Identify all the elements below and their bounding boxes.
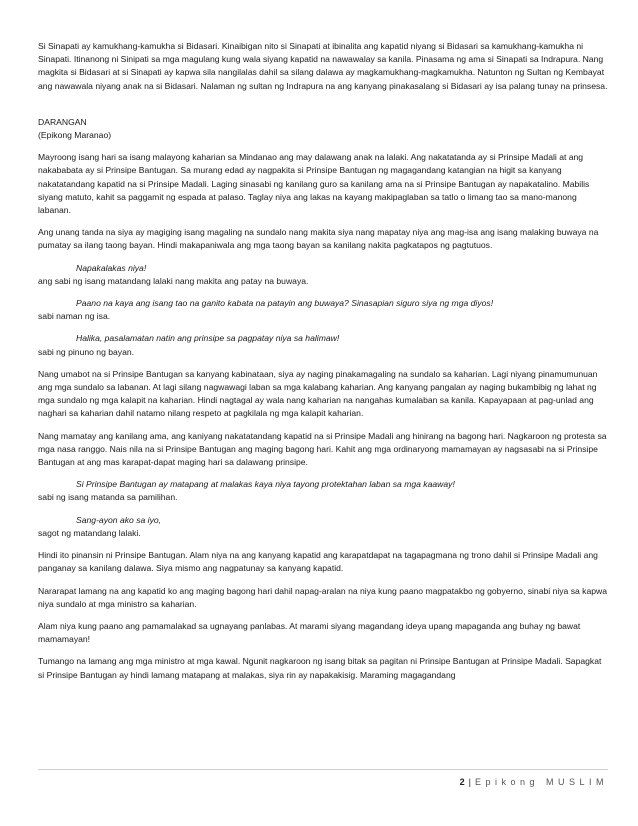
section-subtitle: (Epikong Maranao) (38, 130, 112, 141)
dialogue-attribution: sabi naman ng isa. (38, 311, 111, 322)
page-number: 2 (459, 777, 465, 787)
dialogue-quote: Si Prinsipe Bantugan ay matapang at malakas kaya niya tayong protektahan laban sa mga kaaway! (76, 479, 455, 490)
dialogue-block (38, 514, 608, 540)
page-footer (460, 776, 608, 789)
paragraph-ugnayan: Alam niya kung paano ang pamamalakad sa ugnayang panlabas. At marami siyang magandang ideya upang mapaganda ang buhay ng bawat mamamayan! (38, 620, 581, 645)
dialogue-block (38, 297, 608, 323)
section-title: DARANGAN (38, 116, 87, 127)
dialogue-attribution: ang sabi ng isang matandang lalaki nang makita ang patay na buwaya. (38, 275, 309, 286)
dialogue-block (38, 478, 608, 504)
paragraph-bitak: Tumango na lamang ang mga ministro at mga kawal. Ngunit nagkaroon ng isang bitak sa pagitan ni Prinsipe Bantugan at Prinsipe Madali. Sapagkat si Prinsipe Bantugan ay hindi lamang matapang at malakas, siya rin ay napakakisig. Maraming magagandang (38, 656, 602, 680)
paragraph-bagong-hari: Nang mamatay ang kanilang ama, ang kaniyang nakatatandang kapatid na si Prinsipe Madali ang hinirang na bagong hari. Nagkaroon ng protesta sa mga nasa ranggo. Nais nila na si Prinsipe Bantugan ang maging bagong hari. Kahit ang mga ordinaryong mamamayan ay nagsasabi na si Prinsipe Bantugan at ang mas karapat-dapat maging hari sa dalawang prinsipe. (38, 430, 607, 468)
dialogue-block (38, 332, 608, 358)
footer-title: Epikong MUSLIM (474, 777, 608, 787)
paragraph-nararapat: Nararapat lamang na ang kapatid ko ang maging bagong hari dahil napag-aralan na niya kung paano magpatakbo ng gobyerno, sinabi niya sa kapwa niya sundalo at mga ministro sa kaharian. (38, 585, 608, 609)
dialogue-block (38, 262, 608, 288)
dialogue-quote: Halika, pasalamatan natin ang prinsipe sa pagpatay niya sa halimaw! (76, 333, 340, 344)
dialogue-quote: Sang-ayon ako sa iyo, (76, 514, 162, 525)
section-heading (38, 116, 608, 142)
paragraph-bidasari-ending: Si Sinapati ay kamukhang-kamukha si Bidasari. Kinaibigan nito si Sinapati at ibinalita ang kapatid niyang si Bidasari sa kamukhang-kamukha ni Sinapati. Itinanong ni Sinipati sa mga magulang kung wala siyang kapatid na nawawalay sa kanila. Pinasama ng ama si Sinapati sa Indrapura. Nang magkita si Bidasari at si Sinapati ay kapwa sila nangilalas dahil sa silang dalawa ay magkamukhang-magkamukha. Natunton ng Sultan ng Kembayat ang nawawala niyang anak na si Bidasari. Nalaman ng sultan ng Indrapura na ang kanyang pinakasalang si Bidasari ay isa palang tunay na prinsesa. (38, 41, 608, 91)
body-text (38, 40, 608, 691)
dialogue-attribution: sabi ng pinuno ng bayan. (38, 346, 135, 357)
footer-divider (38, 769, 608, 770)
paragraph-intro: Mayroong isang hari sa isang malayong kaharian sa Mindanao ang may dalawang anak na lalaki. Ang nakatatanda ay si Prinsipe Madali at ang nakababata ay si Prinsipe Bantugan. Sa murang edad ay nagpakita si Prinsipe Bantugan ng magagandang katangian na higit sa kanyang nakatatandang kapatid na si Prinsipe Madali. Laging sinasabi ng kanilang guro sa kanilang ama na si Prinsipe Bantugan ay napakatalino. Mabilis siyang matuto, kahit sa paggamit ng espada at palaso. Taglay niya ang lakas na kayang makipaglaban sa tatlo o limang tao sa mano-manong labanan. (38, 152, 590, 216)
dialogue-quote: Napakalakas niya! (76, 262, 147, 273)
paragraph-trono: Hindi ito pinansin ni Prinsipe Bantugan. Alam niya na ang kanyang kapatid ang karapatdapat na tagapagmana ng trono dahil si Prinsipe Madali ang panganay sa kanilang dalawa. Siya mismo ang nagpatunay sa kanyang kapatid. (38, 550, 598, 574)
paragraph-buwaya: Ang unang tanda na siya ay magiging isang magaling na sundalo nang makita siya nang mapatay niya ang mag-isa ang isang malaking buwaya na pumatay sa ilang taong bayan. Hindi makapaniwala ang mga taong bayan sa kanilang nakita pagkatapos ng pagtutuos. (38, 227, 599, 251)
dialogue-quote: Paano na kaya ang isang tao na ganito kabata na patayin ang buwaya? Sinasapian siguro siya ng mga diyos! (76, 298, 494, 309)
dialogue-attribution: sagot ng matandang lalaki. (38, 527, 141, 538)
paragraph-kabinataan: Nang umabot na si Prinsipe Bantugan sa kanyang kabinataan, siya ay naging pinakamagaling na sundalo sa kaharian. Lagi niyang pinamumunuan ang mga sundalo sa labanan. At lagi silang nagwawagi laban sa mga kalabang kaharian. Ang kanyang pangalan ay naging bukambibig ng lahat ng mga sundalo ng mga kalapit na kaharian. Hindi nagtagal ay wala nang kaharian na nangahas kumalaban sa kanila. Kapayapaan at pag-unlad ang naghari sa kaharian dahil natamo nilang respeto at pagkilala ng mga kalapit kaharian. (38, 368, 598, 419)
dialogue-attribution: sabi ng isang matanda sa pamilihan. (38, 492, 178, 503)
footer-separator: | (468, 777, 471, 787)
